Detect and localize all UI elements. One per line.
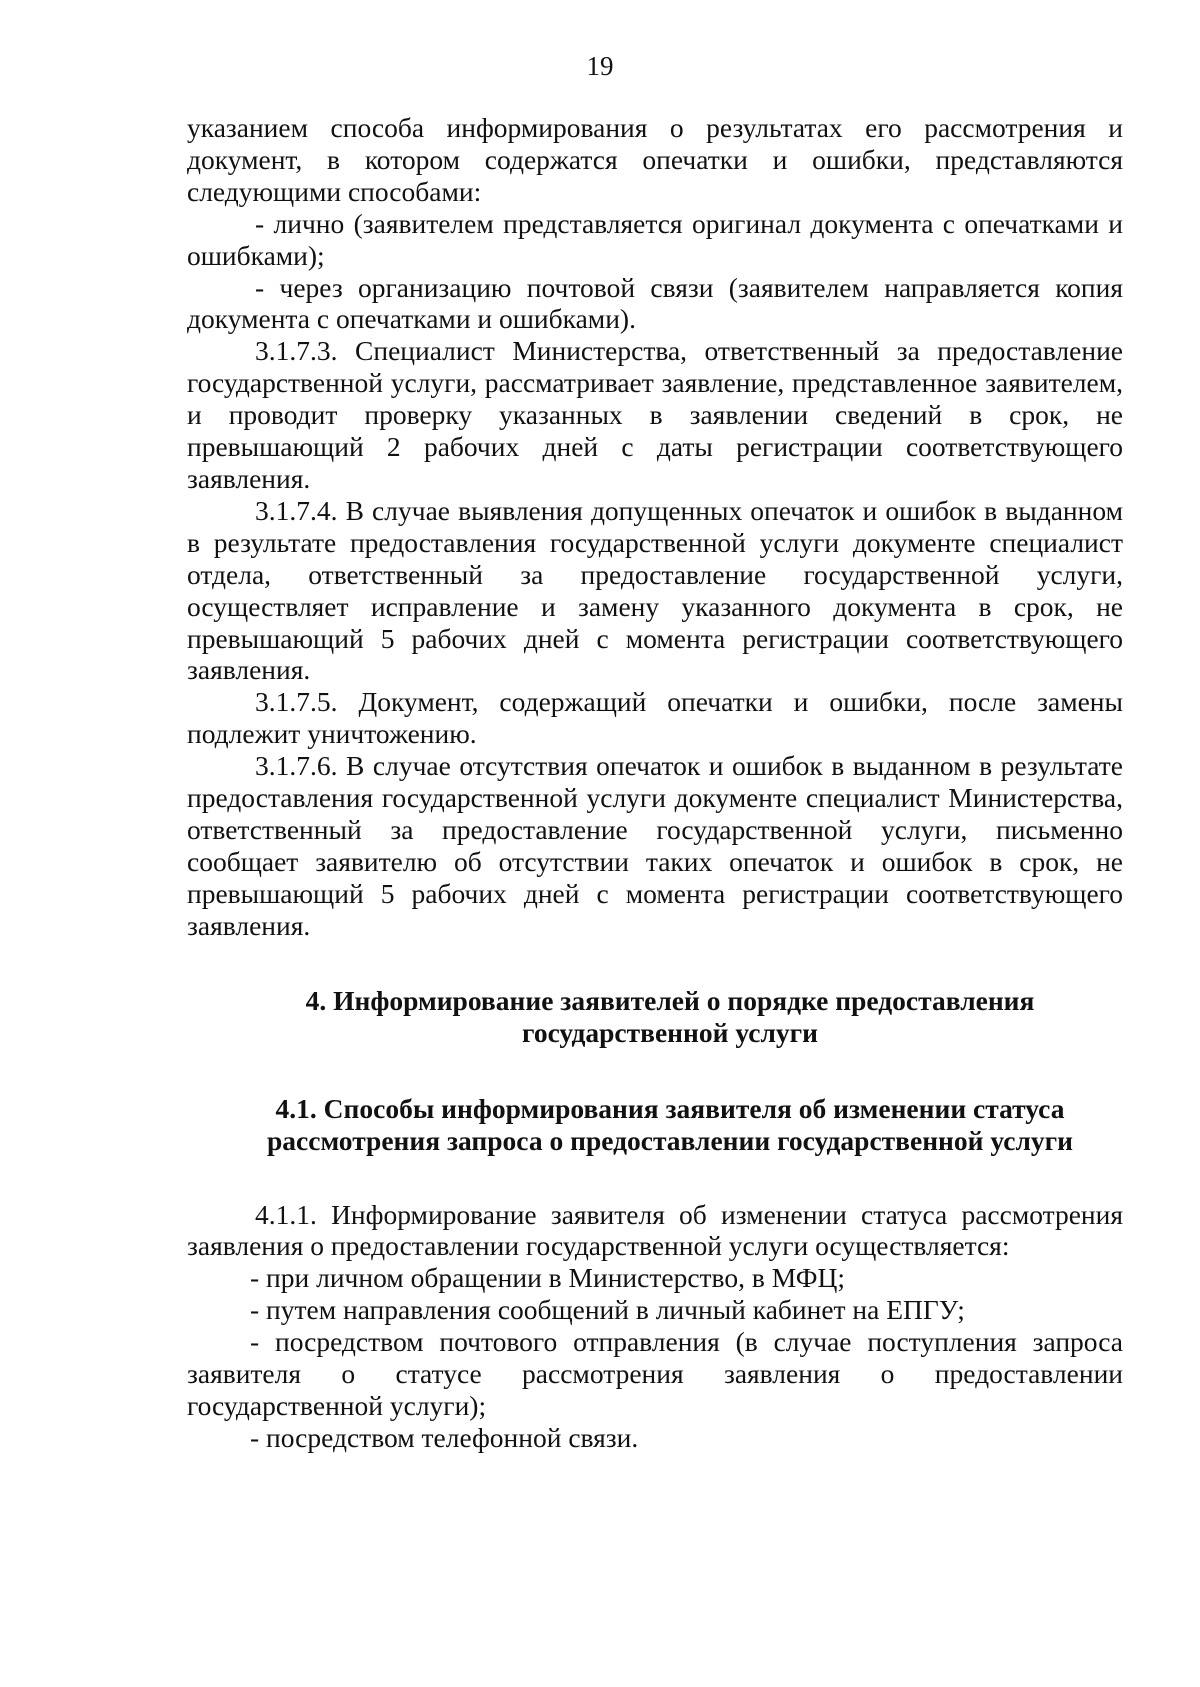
section-heading-4-line-1: 4. Информирование заявителей о порядке предоставления [305,984,1035,1016]
paragraph-4-1-1: 4.1.1. Информирование заявителя об изменении статуса рассмотрения заявления о предоставлении государственной услуги осуществляется: [187,1198,1123,1262]
section-heading-4-1-line-2: рассмотрения запроса о предоставлении государственной услуги [266,1124,1073,1156]
paragraph-3-1-7-4: 3.1.7.4. В случае выявления допущенных опечаток и ошибок в выданном в результате предоставления государственной услуги документе специалист отдела, ответственный за предоставление государственной услуги, осуществляет исправление и замену указанного документа в срок, не превышающий 5 рабочих дней с момента регистрации соответствующего заявления. [187,494,1123,686]
list-item-postal: - через организацию почтовой связи (заявителем направляется копия документа с опечатками и ошибками). [187,271,1123,335]
paragraph-continuation: указанием способа информирования о результатах его рассмотрения и документ, в котором содержатся опечатки и ошибки, представляются следующими способами: [187,112,1123,207]
list-item-epgu-cabinet: - путем направления сообщений в личный кабинет на ЕПГУ; [250,1294,965,1326]
page-number: 19 [586,51,614,81]
section-heading-4-1 [187,1093,1123,1157]
document-body [187,112,1123,1454]
section-heading-4-line-2: государственной услуги [522,1016,818,1048]
section-heading-4-1-line-1: 4.1. Способы информирования заявителя об изменении статуса [275,1092,1065,1124]
list-item-telephone: - посредством телефонной связи. [250,1421,639,1453]
paragraph-3-1-7-5: 3.1.7.5. Документ, содержащий опечатки и ошибки, после замены подлежит уничтожению. [187,686,1123,750]
list-item-postal-delivery: - посредством почтового отправления (в случае поступления запроса заявителя о статусе рассмотрения заявления о предоставлении государственной услуги); [187,1326,1123,1421]
paragraph-3-1-7-6: 3.1.7.6. В случае отсутствия опечаток и ошибок в выданном в результате предоставления государственной услуги документе специалист Министерства, ответственный за предоставление государственной услуги, письменно сообщает заявителю об отсутствии таких опечаток и ошибок в срок, не превышающий 5 рабочих дней с момента регистрации соответствующего заявления. [187,750,1123,941]
section-heading-4 [187,985,1123,1049]
list-item-ministry-mfc: - при личном обращении в Министерство, в МФЦ; [250,1262,846,1294]
paragraph-3-1-7-3: 3.1.7.3. Специалист Министерства, ответственный за предоставление государственной услуги, рассматривает заявление, представленное заявителем, и проводит проверку указанных в заявлении сведений в срок, не превышающий 2 рабочих дней с даты регистрации соответствующего заявления. [187,335,1123,494]
list-item-in-person: - лично (заявителем представляется оригинал документа с опечатками и ошибками); [187,207,1123,271]
